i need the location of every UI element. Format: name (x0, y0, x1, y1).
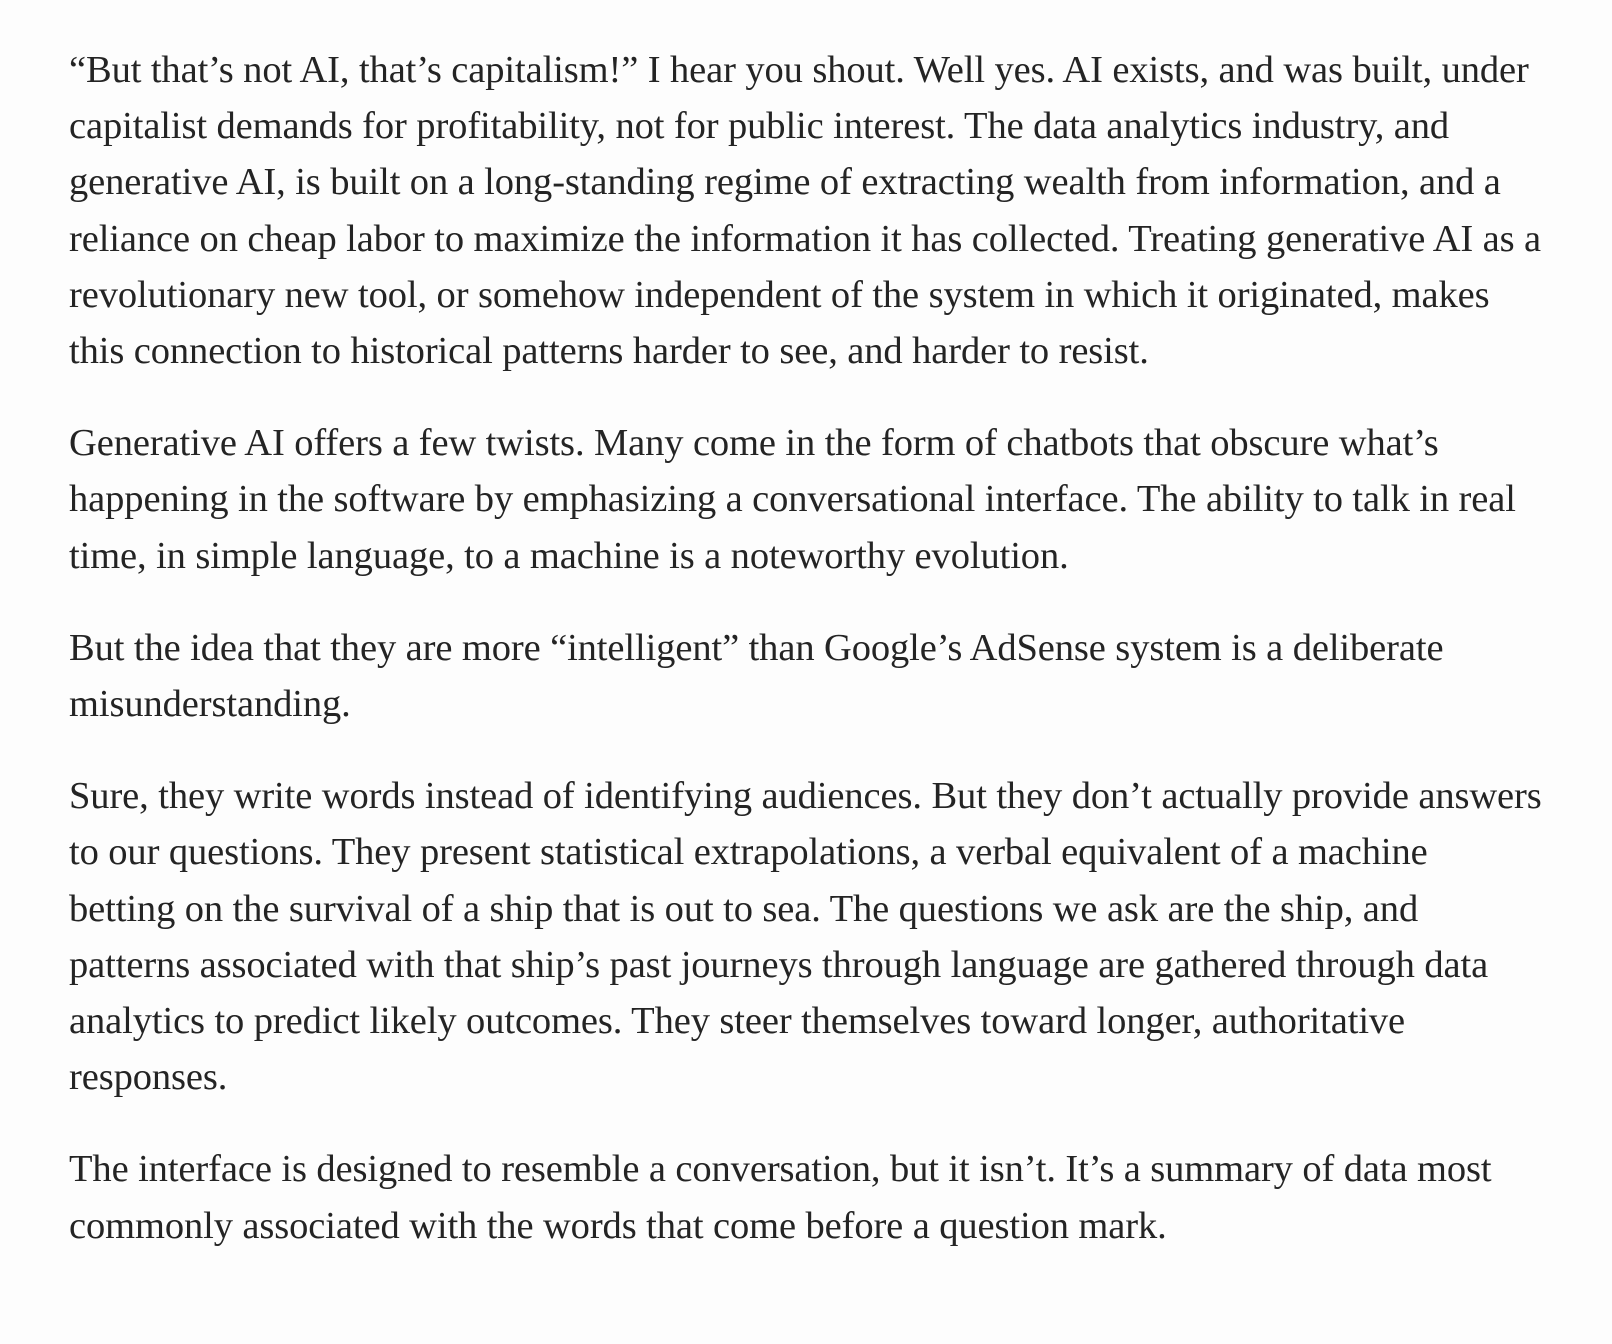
paragraph-statistical-extrapolations: Sure, they write words instead of identifying audiences. But they don’t actually provide answers to our questions. They present statistical extrapolations, a verbal equivalent of a machine betting on the survival of a ship that is out to sea. The questions we ask are the ship, and patterns associated with that ship’s past journeys through language are gathered through data analytics to predict likely outcomes. They steer themselves toward longer, authoritative responses. (69, 775, 1542, 1099)
paragraph-intelligence-misunderstanding: But the idea that they are more “intelligent” than Google’s AdSense system is a deliberate misunderstanding. (69, 626, 1444, 726)
paragraph-interface-conversation: The interface is designed to resemble a conversation, but it isn’t. It’s a summary of data most commonly associated with the words that come before a question mark. (69, 1148, 1492, 1247)
paragraph-capitalism: “But that’s not AI, that’s capitalism!” I hear you shout. Well yes. AI exists, and was built, under capitalist demands for profitability, not for public interest. The data analytics industry, and generative AI, is built on a long-standing regime of extracting wealth from information, and a reliance on cheap labor to maximize the information it has collected. Treating generative AI as a revolutionary new tool, or somehow independent of the system in which it originated, makes this connection to historical patterns harder to see, and harder to resist. (69, 49, 1542, 373)
paragraph-generative-ai-twists: Generative AI offers a few twists. Many come in the form of chatbots that obscure what’s happening in the software by emphasizing a conversational interface. The ability to talk in real time, in simple language, to a machine is a noteworthy evolution. (69, 422, 1516, 577)
